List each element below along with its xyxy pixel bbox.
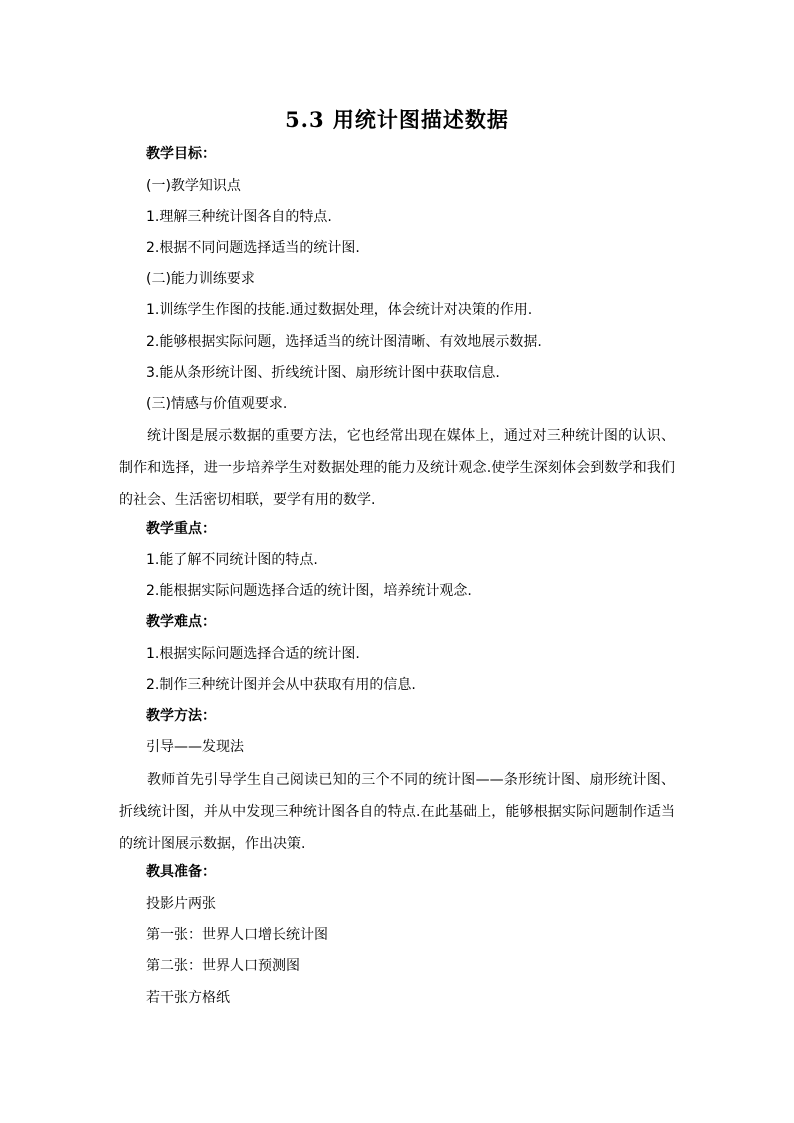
difficulty-item: 1.根据实际问题选择合适的统计图. bbox=[146, 646, 360, 662]
material-item: 第二张：世界人口预测图 bbox=[146, 958, 300, 974]
difficulties-heading: 教学难点： bbox=[146, 614, 216, 630]
ability-item: 1.训练学生作图的技能.通过数据处理，体会统计对决策的作用. bbox=[146, 302, 533, 318]
material-item: 第一张：世界人口增长统计图 bbox=[146, 927, 328, 943]
knowledge-item: 1.理解三种统计图各自的特点. bbox=[146, 209, 332, 225]
material-item: 若干张方格纸 bbox=[146, 990, 230, 1006]
methods-heading: 教学方法： bbox=[146, 708, 216, 724]
key-point-item: 2.能根据实际问题选择合适的统计图，培养统计观念. bbox=[146, 583, 472, 599]
key-points-heading: 教学重点： bbox=[146, 521, 216, 537]
page-title: 5.3 用统计图描述数据 bbox=[285, 107, 509, 132]
emotion-heading: (三)情感与价值观要求. bbox=[146, 396, 288, 412]
methods-paragraph: 教师首先引导学生自己阅读已知的三个不同的统计图——条形统计图、扇形统计图、折线统计图，并从中发现三种统计图各自的特点.在此基础上，能够根据实际问题制作适当的统计图展示数据，作出决策. bbox=[119, 772, 675, 852]
key-point-item: 1.能了解不同统计图的特点. bbox=[146, 552, 318, 568]
ability-heading: (二)能力训练要求 bbox=[146, 271, 255, 287]
method-name: 引导——发现法 bbox=[146, 739, 244, 755]
objectives-heading: 教学目标： bbox=[146, 146, 216, 162]
ability-item: 3.能从条形统计图、折线统计图、扇形统计图中获取信息. bbox=[146, 365, 500, 381]
material-item: 投影片两张 bbox=[146, 896, 216, 912]
difficulty-item: 2.制作三种统计图并会从中获取有用的信息. bbox=[146, 677, 416, 693]
knowledge-item: 2.根据不同问题选择适当的统计图. bbox=[146, 240, 360, 256]
ability-item: 2.能够根据实际问题，选择适当的统计图清晰、有效地展示数据. bbox=[146, 334, 542, 350]
knowledge-heading: (一)教学知识点 bbox=[146, 178, 241, 194]
materials-heading: 教具准备： bbox=[146, 864, 216, 880]
emotion-paragraph: 统计图是展示数据的重要方法，它也经常出现在媒体上，通过对三种统计图的认识、制作和选择，进一步培养学生对数据处理的能力及统计观念.使学生深刻体会到数学和我们的社会、生活密切相联，要学有用的数学. bbox=[119, 428, 675, 508]
